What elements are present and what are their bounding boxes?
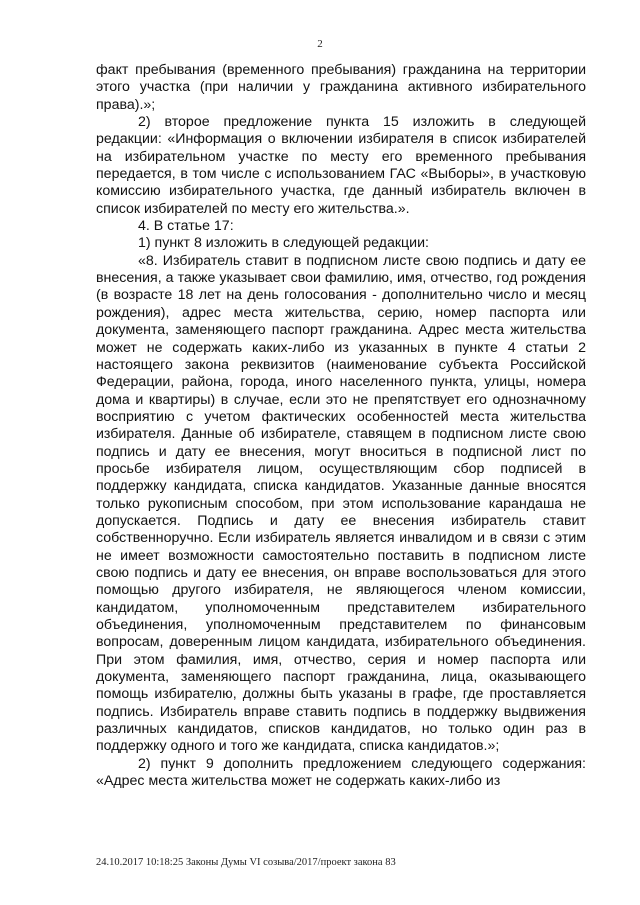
- paragraph-2: 2) второе предложение пункта 15 изложить в следующей редакции: «Информация о включении избирателя в список избирателей на избирательном участке по месту его временного пребывания передается, в том числе с использованием ГАС «Выборы», в участковую комиссию избирательного участка, где данный избиратель включен в список избирателей по месту его жительства.».: [96, 114, 586, 217]
- paragraph-3: 4. В статье 17:: [138, 218, 234, 235]
- page-number: 2: [317, 38, 323, 50]
- document-body: [96, 62, 586, 790]
- footer-file-path: 24.10.2017 10:18:25 Законы Думы VI созыва/2017/проект закона 83: [96, 857, 396, 868]
- paragraph-6: 2) пункт 9 дополнить предложением следующего содержания: «Адрес места жительства может не содержать каких-либо из: [96, 755, 586, 790]
- paragraph-1: факт пребывания (временного пребывания) гражданина на территории этого участка (при наличии у гражданина активного избирательного права).»;: [96, 62, 586, 113]
- paragraph-4: 1) пункт 8 изложить в следующей редакции:: [138, 235, 429, 252]
- paragraph-5: «8. Избиратель ставит в подписном листе свою подпись и дату ее внесения, а также указывает свои фамилию, имя, отчество, год рождения (в возрасте 18 лет на день голосования - дополнительно число и месяц рождения), адрес места жительства, серию, номер паспорта или документа, заменяющего паспорт гражданина. Адрес места жительства может не содержать каких-либо из указанных в пункте 4 статьи 2 настоящего закона реквизитов (наименование субъекта Российской Федерации, района, города, иного населенного пункта, улицы, номера дома и квартиры) в случае, если это не препятствует его однозначному восприятию с учетом фактических особенностей места жительства избирателя. Данные об избирателе, ставящем в подписном листе свою подпись и дату ее внесения, могут вноситься в подписной лист по просьбе избирателя лицом, осуществляющим сбор подписей в поддержку кандидата, списка кандидатов. Указанные данные вносятся только рукописным способом, при этом использование карандаша не допускается. Подпись и дату ее внесения избиратель ставит собственноручно. Если избиратель является инвалидом и в связи с этим не имеет возможности самостоятельно поставить в подписном листе свою подпись и дату ее внесения, он вправе воспользоваться для этого помощью другого избирателя, не являющегося членом комиссии, кандидатом, уполномоченным представителем избирательного объединения, уполномоченным представителем по финансовым вопросам, доверенным лицом кандидата, избирательного объединения. При этом фамилия, имя, отчество, серия и номер паспорта или документа, заменяющего паспорт гражданина, лица, оказывающего помощь избирателю, должны быть указаны в графе, где проставляется подпись. Избиратель вправе ставить подпись в поддержку выдвижения различных кандидатов, списков кандидатов, но только один раз в поддержку одного и того же кандидата, списка кандидатов.»;: [96, 252, 586, 755]
